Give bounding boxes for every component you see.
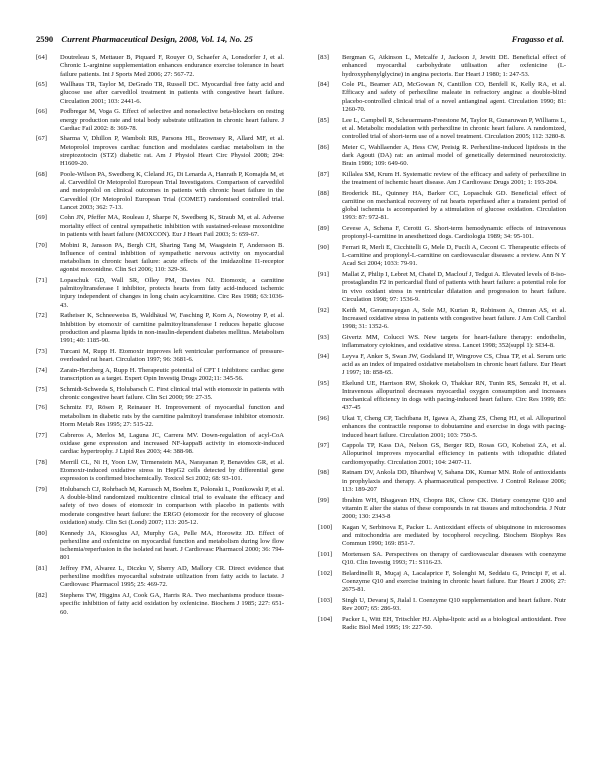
reference-text: Leyva F, Anker S, Swan JW, Godsland IF, Wingrove CS, Chua TP, et al. Serum uric acid as an index of impaired oxidative metabolism in chronic heart failure. Eur Heart J 1997; 18: 858-65. bbox=[342, 352, 566, 377]
reference-item bbox=[36, 348, 284, 365]
reference-number: [103] bbox=[318, 596, 333, 604]
reference-number: [104] bbox=[318, 615, 333, 623]
reference-number: [102] bbox=[318, 569, 333, 577]
reference-item bbox=[36, 404, 284, 429]
journal-title: Current Pharmaceutical Design, 2008, Vol. 14, No. 25 bbox=[61, 34, 253, 44]
reference-item bbox=[318, 171, 566, 188]
reference-number: [79] bbox=[36, 485, 47, 493]
reference-number: [100] bbox=[318, 523, 333, 531]
reference-item bbox=[318, 117, 566, 142]
reference-item bbox=[318, 271, 566, 304]
reference-text: Mortensen SA. Perspectives on therapy of cardiovascular diseases with coenzyme Q10. Clin Investig 1993; 71: S116-23. bbox=[342, 550, 566, 567]
reference-text: Zarain-Herzberg A, Rupp H. Therapeutic potential of CPT I inhibitors: cardiac gene transcription as a target. Expert Opin Investig Drugs 2002;11: 345-56. bbox=[60, 366, 284, 382]
reference-item bbox=[36, 386, 284, 403]
reference-item bbox=[36, 432, 284, 457]
reference-text: Singh U, Devaraj S, Jialal I. Coenzyme Q10 supplementation and heart failure. Nutr Rev 2007; 65: 286-93. bbox=[342, 596, 566, 613]
reference-text: Lee L, Campbell R, Scheuermann-Freestone M, Taylor R, Gunaruwan P, Williams L, et al. Metabolic modulation with perhexiline in chronic heart failure. A randomized, controlled trial of short-term use of a novel treatment. Circulation 2005; 112: 3280-8. bbox=[342, 116, 566, 141]
reference-item bbox=[318, 497, 566, 522]
reference-item bbox=[36, 277, 284, 310]
reference-text: Wallhaus TR, Taylor M, DeGrado TR, Russell DC. Myocardial free fatty acid and glucose use after carvedilol treatment in patients with congestive heart failure. Circulation 2001; 103: 2441-6. bbox=[60, 81, 284, 105]
reference-item bbox=[36, 108, 284, 133]
reference-text: Kennedy JA, Kiosoglus AJ, Murphy GA, Pelle MA, Horowitz JD. Effect of perhexiline and oxfenicine on myocardial function and metabolism during low flow ischemia/reperfusion in the isolated rat heart. J Cardiovasc Pharmacol 2000; 36: 794-801 bbox=[60, 529, 284, 562]
reference-item bbox=[36, 565, 284, 590]
reference-item bbox=[318, 380, 566, 413]
reference-number: [83] bbox=[318, 54, 329, 61]
reference-text: Sharma V, Dhillon P, Wambolt RB, Parsons HL, Brownsey R, Allard MF, et al. Metoprolol improves cardiac function and modulates cardiac metabolism in the streptozotocin (STZ) diabetic rat. Am J Physiol Heart Circ Physiol 2008; 294: H1609-20. bbox=[60, 135, 284, 168]
reference-text: Packer L, Witt EH, Tritschler HJ. Alpha-lipoic acid as a biological antioxidant. Free Radic Biol Med 1995; 19: 227-50. bbox=[342, 615, 566, 631]
reference-number: [74] bbox=[36, 366, 47, 374]
reference-text: Givertz MM, Colucci WS. New targets for heart-failure therapy: endothelin, inflammatory cytokines, and oxidative stress. Lancet 1998; 352(suppl 1): SI34-8. bbox=[342, 333, 566, 349]
reference-text: Ferrari R, Merli E, Cicchitelli G, Mele D, Fucili A, Ceconi C. Therapeutic effects of L-carnitine and propionyl-L-carnitine on cardiovascular diseases: a review. Ann N Y Acad Sci 2004; 1033: 79-91. bbox=[342, 243, 566, 268]
reference-number: [82] bbox=[36, 592, 47, 600]
reference-text: Ibrahim WH, Bhagavan HN, Chopra RK, Chow CK. Dietary coenzyme Q10 and vitamin E alter the status of these compounds in rat tissues and mitochondria. J Nutr 2000; 130: 2343-8 bbox=[342, 496, 566, 520]
reference-item bbox=[318, 190, 566, 223]
reference-text: Killalea SM, Krum H. Systematic review of the efficacy and safety of perhexiline in the treatment of ischemic heart disease. Am J Cardiovasc Drugs 2001; 1: 193-204. bbox=[342, 170, 566, 187]
reference-item bbox=[318, 570, 566, 595]
page-number: 2590 bbox=[36, 34, 54, 44]
reference-item bbox=[318, 415, 566, 440]
reference-text: Cohn JN, Pfeffer MA, Rouleau J, Sharpe N, Swedberg K, Straub M, et al. Adverse mortality effect of central sympathetic inhibition with sustained-release moxonidine in patients with heart failure (MOXCON). Eur J Heart Fail 2003; 5: 659-67. bbox=[60, 214, 284, 238]
running-header bbox=[36, 34, 564, 48]
reference-text: Merrill CL, Ni H, Yoon LW, Tirmenstein MA, Narayanan P, Benavides GR, et al. Etomoxir-induced oxidative stress in HepG2 cells detected by differential gene expression is confirmed biochemically. Toxicol Sci 2002; 68: 93-101. bbox=[60, 458, 284, 483]
references-column-left bbox=[36, 54, 284, 619]
reference-text: Turcani M, Rupp H. Etomoxir improves left ventricular performance of pressure-overloaded rat heart. Circulation 1997; 96: 3681-6. bbox=[60, 347, 284, 364]
reference-number: [94] bbox=[318, 352, 329, 360]
reference-item bbox=[318, 353, 566, 378]
reference-number: [66] bbox=[36, 108, 47, 116]
reference-number: [78] bbox=[36, 458, 47, 466]
reference-text: Doutreleau S, Mettauer B, Piquard F, Rouyer O, Schaefer A, Lonsdorfer J, et al. Chronic L-arginine supplementation enhances endurance exercise tolerance in heart failure patients. Int J Sports Med 2006; 27: 567-72. bbox=[60, 54, 284, 78]
reference-item bbox=[36, 312, 284, 345]
reference-item bbox=[36, 135, 284, 168]
reference-number: [72] bbox=[36, 312, 47, 320]
reference-item bbox=[36, 530, 284, 563]
reference-number: [80] bbox=[36, 529, 47, 537]
reference-text: Stephens TW, Higgins AJ, Cook GA, Harris RA. Two mechanisms produce tissue-specific inhibition of fatty acid oxidation by oxfenicine. Biochem J 1985; 227: 651-60. bbox=[60, 592, 284, 616]
reference-number: [84] bbox=[318, 81, 329, 89]
reference-text: Ratheiser K, Schneeweiss B, Waldhäusl W, Fasching P, Korn A, Nowotny P, et al. Inhibition by etomoxir of carnitine palmitoyltransferase I reduces hepatic glucose production and plasma lipids in non-insulin-dependent diabetes mellitus. Metabolism 1991; 40: 1185-90. bbox=[60, 312, 284, 345]
reference-item bbox=[318, 225, 566, 242]
reference-item bbox=[318, 616, 566, 633]
reference-text: Lopaschuk GD, Wall SR, Olley PM, Davies NJ. Etomoxir, a carnitine palmitoyltransferase I inhibitor, protects hearts from fatty acid-induced ischemic injury independent of changes in long chain acylcarnitine. Circ Res 1988; 63:1036-43. bbox=[60, 276, 284, 309]
reference-number: [98] bbox=[318, 469, 329, 477]
reference-number: [76] bbox=[36, 404, 47, 412]
reference-number: [81] bbox=[36, 564, 47, 572]
reference-item bbox=[36, 367, 284, 384]
reference-number: [86] bbox=[318, 143, 329, 151]
reference-number: [75] bbox=[36, 385, 47, 393]
reference-text: Mobini R, Jansson PA, Bergh CH, Sharing Tang M, Waagstein F, Andersson B. Influence of central inhibition of sympathetic nervous activity on myocardial metabolism in chronic heart failure: acute effects of the imidazoline I1-receptor agonist moxonidine. Clin Sci 2006; 110: 329-36. bbox=[60, 241, 284, 274]
reference-number: [95] bbox=[318, 379, 329, 387]
reference-number: [73] bbox=[36, 347, 47, 355]
reference-item bbox=[318, 307, 566, 332]
reference-text: Podbregar M, Voga G. Effect of selective and nonselective beta-blockers on resting energy production rate and total body substrate utilization in chronic heart failure. J Cardiac Fail 2002: 8: 369-78. bbox=[60, 108, 284, 132]
reference-item bbox=[318, 597, 566, 614]
reference-item bbox=[36, 486, 284, 527]
reference-item bbox=[36, 459, 284, 484]
reference-item bbox=[318, 144, 566, 169]
reference-text: Meier C, Wahllaender A, Hess CW, Preisig R. Perhexiline-induced lipidosis in the dark Agouti (DA) rat: an animal model of genetically determined neurotoxicity. Brain 1986; 109: 649-60. bbox=[342, 143, 566, 168]
reference-number: [101] bbox=[318, 550, 333, 558]
reference-number: [97] bbox=[318, 442, 329, 450]
reference-number: [99] bbox=[318, 496, 329, 504]
reference-text: Jeffrey FM, Alvarez L, Diczku V, Sherry AD, Mallory CR. Direct evidence that perhexiline modifies myocardial substrate utilization from fatty acids to lactate. J Cardiovasc Pharmacol 1995; 25: 469-72. bbox=[60, 564, 284, 589]
reference-text: Bergman G, Atkinson L, Metcalfe J, Jackson J, Jewitt DE. Beneficial effect of enhanced myocardial carbohydrate utilisation after oxfenicine (L-hydroxyphenylglycine) in angina pectoris. Eur Heart J 1980; 1: 247-53. bbox=[342, 54, 566, 78]
reference-item bbox=[318, 469, 566, 494]
reference-text: Cole PL, Beamer AD, McGowan N, Cantillon CO, Benfell K, Kelly RA, et al. Efficacy and safety of perhexiline maleate in refractory angina: a double-blind placebo-controlled clinical trial of a novel antianginal agent. Circulation 1990; 81: 1260-70. bbox=[342, 81, 566, 113]
reference-number: [71] bbox=[36, 276, 47, 284]
reference-item bbox=[318, 244, 566, 269]
reference-number: [96] bbox=[318, 415, 329, 423]
reference-item bbox=[36, 242, 284, 275]
reference-item bbox=[318, 551, 566, 568]
running-authors: Fragasso et al. bbox=[511, 34, 564, 44]
reference-text: Ratnam DV, Ankola DD, Bhardwaj V, Sahana DK, Kumar MN. Role of antioxidants in prophylaxis and therapy. A pharmaceutical perspective. J Control Release 2006; 113: 189-207 bbox=[342, 469, 566, 493]
reference-text: Schmitz FJ, Rösen P, Reinauer H. Improvement of myocardial function and metabolism in diabetic rats by the carnitine palmitoyl transferase inhibitor etomoxir. Horm Metab Res 1995; 27: 515-22. bbox=[60, 404, 284, 428]
reference-number: [93] bbox=[318, 333, 329, 341]
reference-item bbox=[318, 334, 566, 351]
reference-text: Poole-Wilson PA, Swedberg K, Cleland JG, Di Lenarda A, Hanrath P, Komajda M, et al. Carvedilol Or Metoprolol European Trial Investigators. Comparison of carvedilol and metoprolol on clinical outcomes in patients with chronic heart failure in the Carvedilol (Or Metoprolol European Trial (COMET) randomised controlled trial. Lancet 2003; 362: 7-13. bbox=[60, 170, 284, 211]
reference-item bbox=[36, 81, 284, 106]
reference-item bbox=[318, 524, 566, 549]
reference-number: [67] bbox=[36, 135, 47, 143]
reference-item bbox=[36, 214, 284, 239]
reference-number: [77] bbox=[36, 431, 47, 439]
reference-text: Ukai T, Cheng CP, Tachibana H, Igawa A, Zhang ZS, Cheng HJ, et al. Allopurinol enhances the contractile response to dobutamine and exercise in dogs with pacing-induced heart failure. Circulation 2001; 103: 750-5. bbox=[342, 415, 566, 439]
reference-item bbox=[36, 592, 284, 617]
reference-number: [85] bbox=[318, 116, 329, 124]
reference-text: Keith M, Geranmayegan A, Sole MJ, Kurian R, Robinson A, Omran AS, et al. Increased oxidative stress in patients with congestive heart failure. J Am Coll Cardiol 1998; 31: 1352-6. bbox=[342, 306, 566, 331]
reference-text: Belardinelli R, Muçaj A, Lacalaprice F, Solenghi M, Seddaiu G, Principi F, et al. Coenzyme Q10 and exercise training in chronic heart failure. Eur Heart J 2006; 27: 2675-81. bbox=[342, 569, 566, 594]
reference-text: Kagan V, Serbinova E, Packer L. Antioxidant effects of ubiquinone in microsomes and mitochondria are mediated by tocopherol recycling. Biochem Biophys Res Commun 1990; 169: 851-7. bbox=[342, 523, 566, 548]
reference-number: [92] bbox=[318, 306, 329, 314]
reference-item bbox=[318, 54, 566, 79]
reference-text: Cabreros A, Merlos M, Laguna JC, Carrera MV. Down-regulation of acyl-CoA oxidase gene expression and increased NF-kappaB activity in etomoxir-induced cardiac hypertrophy. J Lipid Res 2003; 44: 388-98. bbox=[60, 431, 284, 456]
reference-number: [69] bbox=[36, 214, 47, 222]
reference-number: [64] bbox=[36, 54, 47, 61]
reference-number: [89] bbox=[318, 225, 329, 233]
reference-number: [91] bbox=[318, 271, 329, 279]
reference-number: [70] bbox=[36, 241, 47, 249]
reference-number: [87] bbox=[318, 170, 329, 178]
references-column-right bbox=[318, 54, 566, 635]
reference-item bbox=[318, 442, 566, 467]
reference-item bbox=[318, 81, 566, 114]
reference-text: Ekelund UE, Harrison RW, Shokek O, Thakkar RN, Tunin RS, Senzaki H, et al. Intravenous allopurinol decreases myocardial oxygen consumption and increases mechanical efficiency in dogs with pacing-induced heart failure. Circ Res 1999; 85: 437-45 bbox=[342, 379, 566, 412]
reference-number: [65] bbox=[36, 81, 47, 89]
reference-text: Mallat Z, Philip I, Lebret M, Chatel D, Maclouf J, Tedgui A. Elevated levels of 8-iso-prostaglandin F2 in pericardial fluid of patients with heart failure: a potential role for in vivo oxidant stress in ventricular dilatation and progression to heart failure. Circulation 1998; 97: 1536-9. bbox=[342, 271, 566, 303]
reference-number: [68] bbox=[36, 170, 47, 178]
reference-text: Holubarsch CJ, Rohrbach M, Karrasch M, Boehm E, Polonski L, Ponikowski P, et al. A double-blind randomized multicentre clinical trial to evaluate the efficacy and safety of two doses of etomoxir in comparison with placebo in patients with moderate congestive heart failure: the ERGO (etomoxir for the recovery of glucose oxidation) study. Clin Sci (Lond) 2007; 113: 205-12. bbox=[60, 485, 284, 526]
reference-number: [90] bbox=[318, 243, 329, 251]
reference-number: [88] bbox=[318, 189, 329, 197]
reference-text: Broderick BL, Quinney HA, Barker CC, Lopaschuk GD. Beneficial effect of carnitine on mechanical recovery of rat hearts reperfused after a transient period of global ischemia is accompanied by a stimulation of glucose oxidation. Circulation 1993: 87: 972-81. bbox=[342, 189, 566, 222]
reference-item bbox=[36, 171, 284, 212]
reference-text: Cappola TP, Kass DA, Nelson GS, Berger RD, Rosas GO, Kobeissi ZA, et al. Allopurinol improves myocardial efficiency in patients with idiopathic dilated cardiomyopathy. Circulation 2001; 104: 2407-11. bbox=[342, 442, 566, 466]
reference-text: Cevese A, Schena F, Cerotti G. Short-term hemodynamic effects of intravenous propionyl-l-carnitine in anesthetized dogs. Cardiologia 1989; 34: 95-101. bbox=[342, 225, 566, 241]
reference-text: Schmidt-Schweda S, Holubarsch C. First clinical trial with etomoxir in patients with chronic congestive heart failure. Clin Sci 2000; 99: 27-35. bbox=[60, 385, 284, 401]
reference-item bbox=[36, 54, 284, 79]
